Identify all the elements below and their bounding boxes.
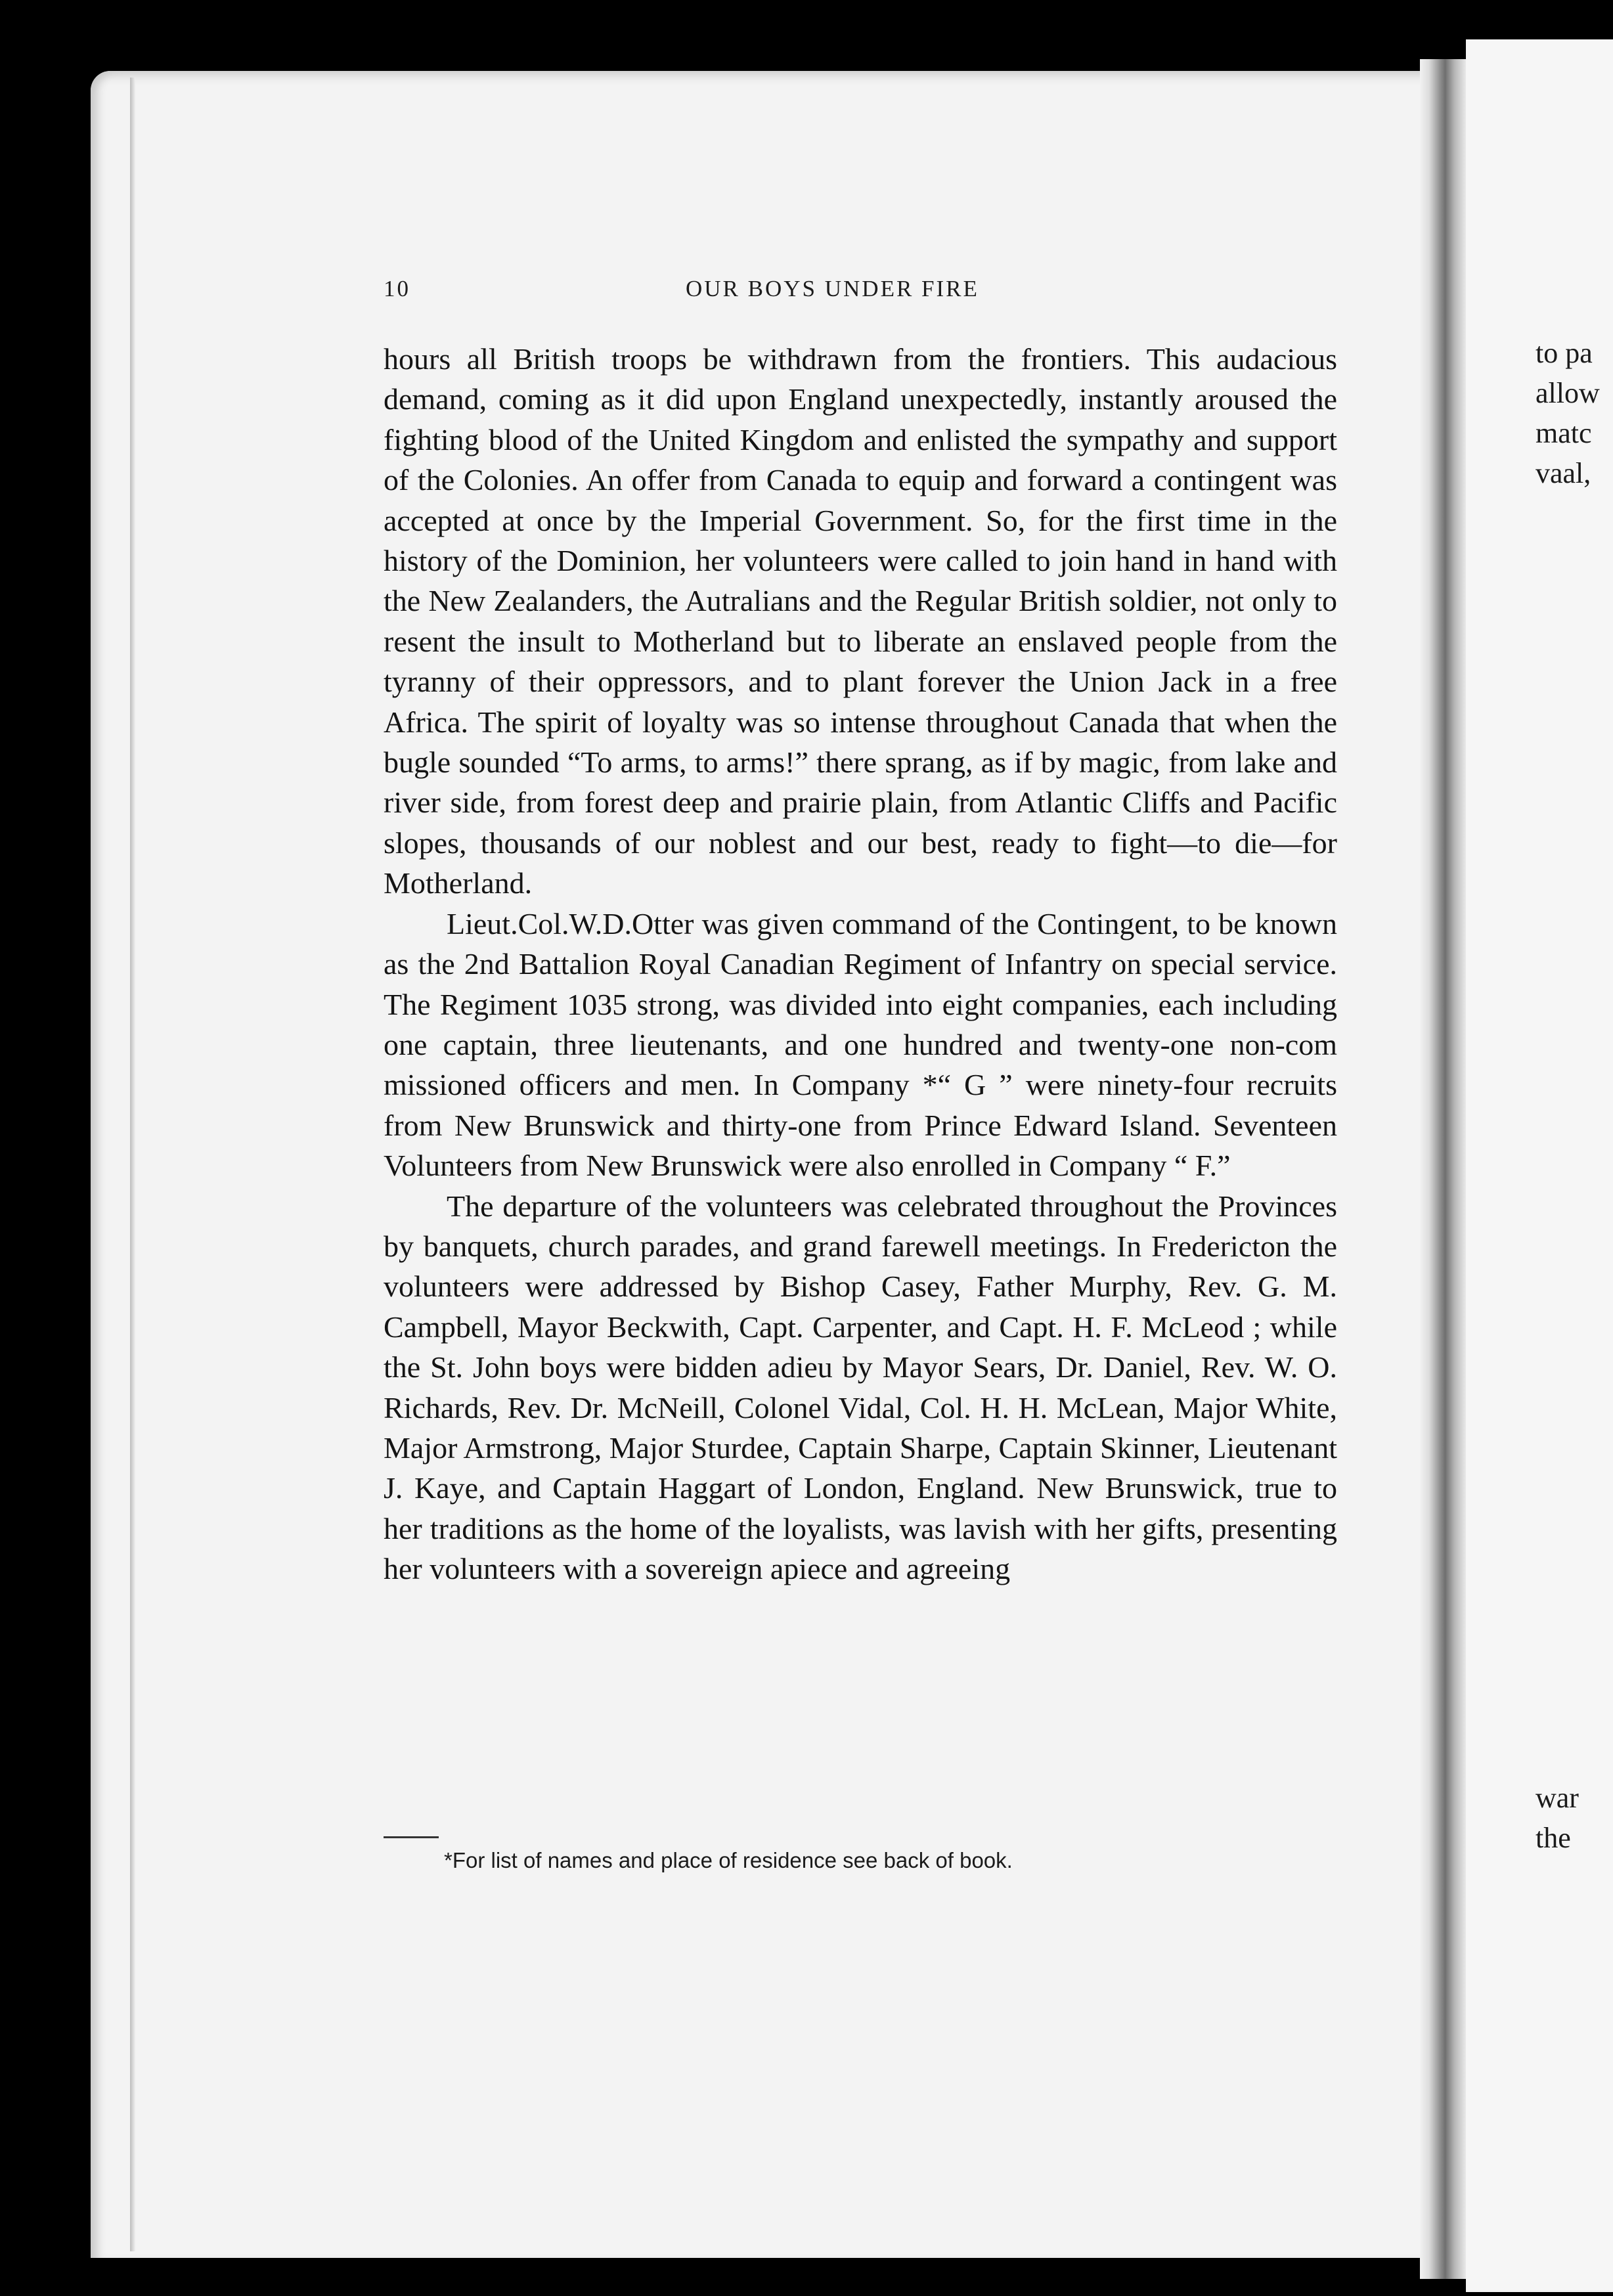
footnote-rule	[384, 1836, 439, 1838]
page-edge-shadow	[130, 77, 135, 2251]
paragraph: The departure of the volunteers was celebrated throughout the Provinces by banquets, church parades, and grand farewell meetings. In Fredericton the volunteers were addressed by Bishop Casey, Father Murphy, Rev. G. M. Campbell, Mayor Beckwith, Capt. Carpenter, and Capt. H. F. McLeod ; while the St. John boys were bidden adieu by Mayor Sears, Dr. Daniel, Rev. W. O. Richards, Rev. Dr. McNeill, Colonel Vidal, Col. H. H. McLean, Major White, Major Armstrong, Major Sturdee, Captain Sharpe, Captain Skinner, Lieutenant J. Kaye, and Captain Haggart of London, England. New Brunswick, true to her traditions as the home of the loyalists, was lavish with her gifts, presenting her volunteers with a sovereign apiece and agreeing	[384, 1189, 1337, 1586]
footnote: *For list of names and place of residence see back of book.	[444, 1848, 1013, 1872]
facing-page-fragment: war	[1536, 1782, 1579, 1814]
paragraph: hours all British troops be withdrawn from the frontiers. This audacious demand, coming as it did upon England unexpectedly, instantly aroused the fighting blood of the United Kingdom and enlisted the sympathy and support of the Colonies. An offer from Canada to equip and forward a contingent was accepted at once by the Imperial Government. So, for the first time in the history of the Dominion, her volunteers were called to join hand in hand with the New Zealanders, the Autralians and the Regular British soldier, not only to resent the insult to Motherland but to liberate an enslaved people from the tyranny of their oppressors, and to plant forever the Union Jack in a free Africa. The spirit of loyalty was so intense throughout Canada that when the bugle sounded “To arms, to arms!” there sprang, as if by magic, from lake and river side, from forest deep and prairie plain, from Atlantic Cliffs and Pacific slopes, thousands of our noblest and our best, ready to fight—to die—for Motherland.	[384, 342, 1337, 900]
running-head	[0, 276, 1613, 315]
running-title: OUR BOYS UNDER FIRE	[686, 276, 979, 301]
paragraph: Lieut.Col.W.D.Otter was given command of the Contingent, to be known as the 2nd Battalion Royal Canadian Regiment of Infantry on special service. The Regiment 1035 strong, was divided into eight companies, each including one captain, three lieutenants, and one hundred and twenty-one non-com missioned officers and men. In Company *“ G ” were ninety-four recruits from New Brunswick and thirty-one from Prince Edward Island. Seventeen Volunteers from New Brunswick were also enrolled in Company “ F.”	[384, 906, 1337, 1183]
facing-page-fragment: vaal,	[1536, 457, 1591, 489]
facing-page-fragment: to pa	[1536, 337, 1593, 369]
page-number: 10	[384, 276, 410, 301]
facing-page-fragment: matc	[1536, 417, 1592, 449]
body-text	[384, 339, 1337, 1589]
facing-page-fragment: allow	[1536, 377, 1600, 409]
facing-page-fragment: the	[1536, 1822, 1571, 1854]
binding-gutter	[1420, 59, 1466, 2279]
